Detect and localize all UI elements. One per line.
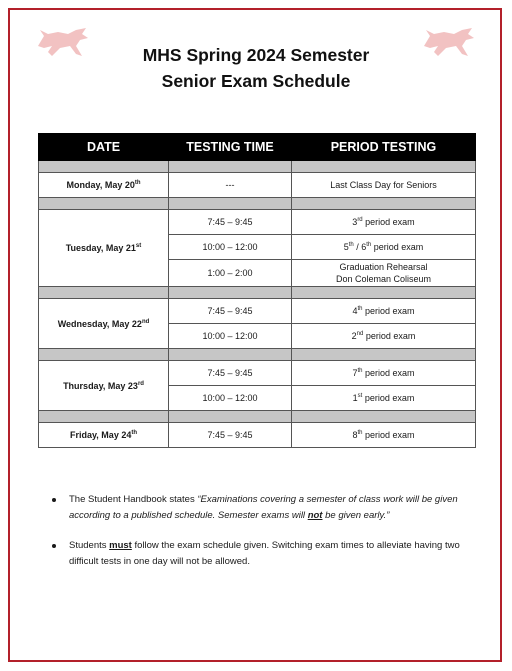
spacer-row [39, 161, 476, 173]
spacer-row [39, 198, 476, 210]
table-row [39, 210, 476, 235]
period-cell: 8th period exam [292, 423, 476, 448]
table-row [39, 173, 476, 198]
time-cell: 1:00 – 2:00 [169, 260, 292, 287]
bullet-icon [52, 498, 56, 502]
header-period-testing: PERIOD TESTING [292, 134, 476, 161]
spacer-row [39, 287, 476, 299]
document-title: MHS Spring 2024 Semester [142, 45, 370, 65]
spacer-row [39, 411, 476, 423]
table-row [39, 299, 476, 324]
period-cell: 1st period exam [292, 386, 476, 411]
period-cell: Last Class Day for Seniors [292, 173, 476, 198]
header-testing-time: TESTING TIME [169, 134, 292, 161]
policy-notes [52, 492, 482, 584]
exam-schedule-table [38, 133, 476, 448]
time-cell: 7:45 – 9:45 [169, 299, 292, 324]
document-subtitle: Senior Exam Schedule [161, 71, 351, 91]
table-row [39, 423, 476, 448]
bullet-icon [52, 544, 56, 548]
time-cell: 10:00 – 12:00 [169, 324, 292, 349]
date-cell: Tuesday, May 21st [39, 210, 169, 287]
note-handbook: The Student Handbook states “Examinations covering a semester of class work will be given according to a published schedule. Semester exams will not be given early.” [52, 492, 482, 524]
time-cell: 10:00 – 12:00 [169, 386, 292, 411]
spacer-row [39, 349, 476, 361]
period-cell: 5th / 6th period exam [292, 235, 476, 260]
period-cell: 4th period exam [292, 299, 476, 324]
header-date: DATE [39, 134, 169, 161]
date-cell: Thursday, May 23rd [39, 361, 169, 411]
table-row [39, 361, 476, 386]
time-cell: 7:45 – 9:45 [169, 361, 292, 386]
date-cell: Wednesday, May 22nd [39, 299, 169, 349]
period-cell: 3rd period exam [292, 210, 476, 235]
time-cell: --- [169, 173, 292, 198]
time-cell: 10:00 – 12:00 [169, 235, 292, 260]
period-cell: 7th period exam [292, 361, 476, 386]
date-cell: Friday, May 24th [39, 423, 169, 448]
period-cell: 2nd period exam [292, 324, 476, 349]
date-cell: Monday, May 20th [39, 173, 169, 198]
table-header-row [39, 134, 476, 161]
note-schedule-rule: Students must follow the exam schedule given. Switching exam times to alleviate having two difficult tests in one day will not be allowed. [52, 538, 482, 570]
time-cell: 7:45 – 9:45 [169, 210, 292, 235]
time-cell: 7:45 – 9:45 [169, 423, 292, 448]
period-cell: Graduation Rehearsal Don Coleman Coliseum [292, 260, 476, 287]
